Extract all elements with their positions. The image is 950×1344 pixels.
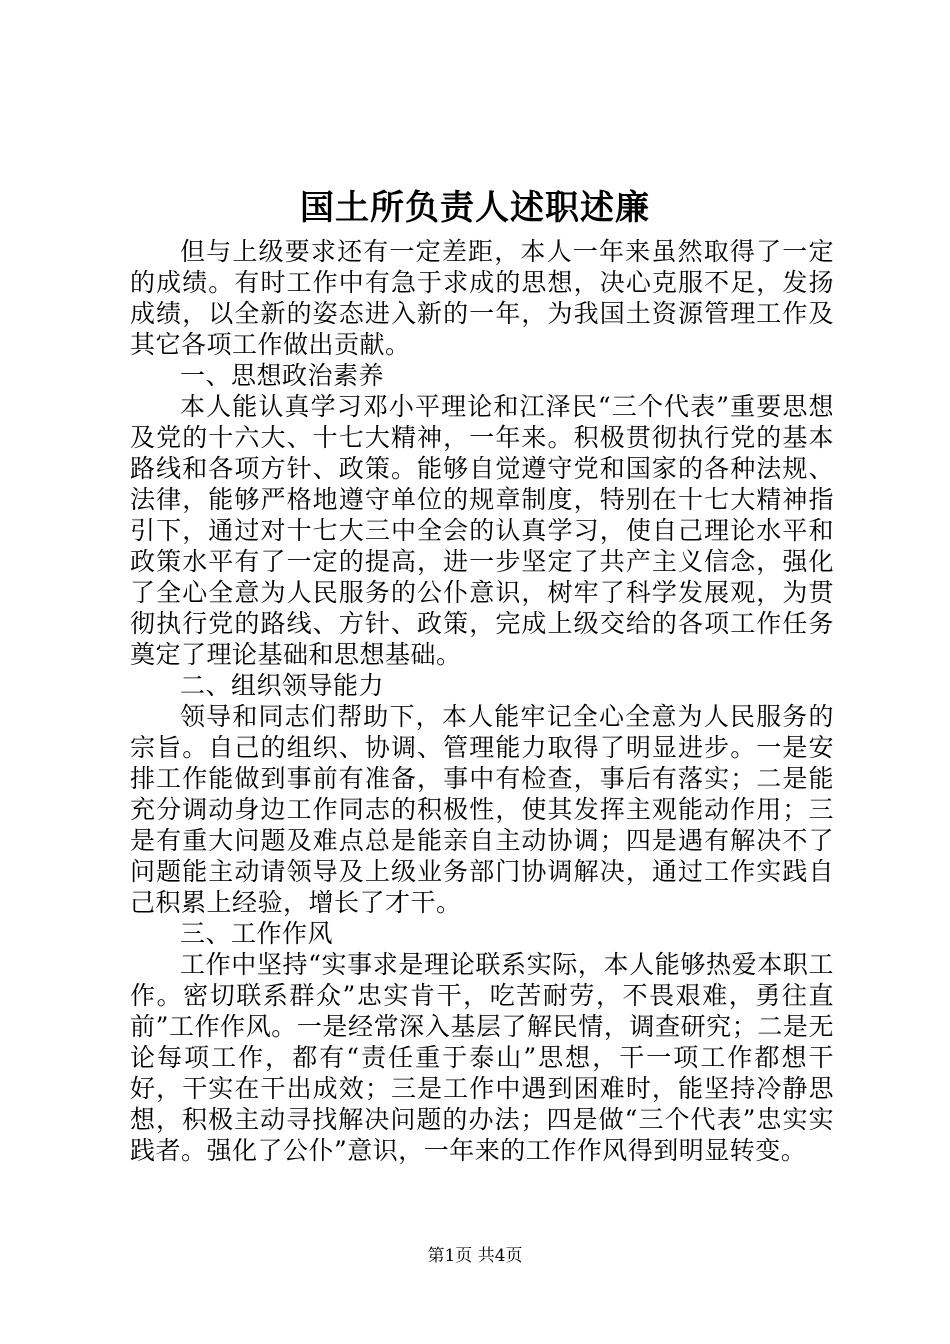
section-body-work-style: 工作中坚持“实事求是理论联系实际，本人能够热爱本职工作。密切联系群众”忠实肯干，吃苦耐劳，不畏艰难，勇往直前”工作作风。一是经常深入基层了解民情，调查研究；二是无论每项工作，都有“责任重于泰山”思想，干一项工作都想干好，干实在干出成效；三是工作中遇到困难时，能坚持冷静思想，积极主动寻找解决问题的办法；四是做“三个代表”忠实实践者。强化了公仆”意识，一年来的工作作风得到明显转变。 [130,950,834,1165]
section-heading-work-style: 三、工作作风 [180,919,334,948]
section-body-leadership: 领导和同志们帮助下，本人能牢记全心全意为人民服务的宗旨。自己的组织、协调、管理能力取得了明显进步。一是安排工作能做到事前有准备，事中有检查，事后有落实；二是能充分调动身边工作同志的积极性，使其发挥主观能动作用；三是有重大问题及难点总是能亲自主动协调；四是遇有解决不了问题能主动请领导及上级业务部门协调解决，通过工作实践自己积累上经验，增长了才干。 [130,702,834,917]
document-body [130,236,834,1166]
section-body-political: 本人能认真学习邓小平理论和江泽民“三个代表”重要思想及党的十六大、十七大精神，一年来。积极贯彻执行党的基本路线和各项方针、政策。能够自觉遵守党和国家的各种法规、法律，能够严格地遵守单位的规章制度，特别在十七大精神指引下，通过对十七大三中全会的认真学习，使自己理论水平和政策水平有了一定的提高，进一步坚定了共产主义信念，强化了全心全意为人民服务的公仆意识，树牢了科学发展观，为贯彻执行党的路线、方针、政策，完成上级交给的各项工作任务奠定了理论基础和思想基础。 [130,392,834,669]
document-title: 国土所负责人述职述廉 [300,188,650,228]
intro-paragraph: 但与上级要求还有一定差距，本人一年来虽然取得了一定的成绩。有时工作中有急于求成的思想，决心克服不足，发扬成绩，以全新的姿态进入新的一年，为我国土资源管理工作及其它各项工作做出贡献。 [130,237,834,359]
section-heading-political: 一、思想政治素养 [180,361,385,390]
section-heading-leadership: 二、组织领导能力 [180,671,385,700]
page-number-footer: 第1页 共4页 [427,1246,523,1266]
